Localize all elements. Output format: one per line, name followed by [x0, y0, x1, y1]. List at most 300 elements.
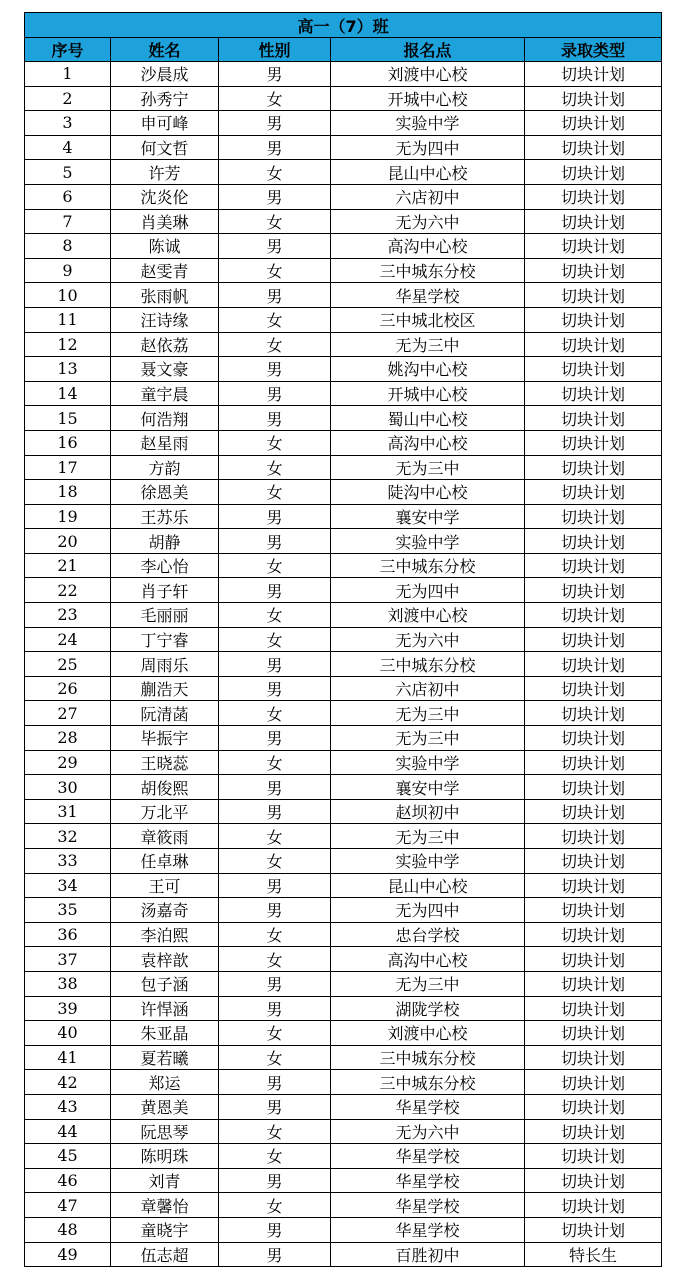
cell-registration-site: 无为六中: [331, 627, 525, 652]
cell-admission-type: 切块计划: [525, 873, 662, 898]
cell-gender: 女: [219, 947, 331, 972]
cell-gender: 男: [219, 775, 331, 800]
cell-registration-site: 华星学校: [331, 1193, 525, 1218]
cell-name: 何文哲: [111, 135, 219, 160]
cell-serial-number: 1: [25, 62, 111, 87]
cell-gender: 男: [219, 184, 331, 209]
cell-name: 王苏乐: [111, 504, 219, 529]
cell-gender: 男: [219, 111, 331, 136]
cell-serial-number: 10: [25, 283, 111, 308]
cell-gender: 女: [219, 553, 331, 578]
cell-serial-number: 12: [25, 332, 111, 357]
table-row: [25, 898, 662, 923]
cell-serial-number: 43: [25, 1094, 111, 1119]
cell-serial-number: 44: [25, 1119, 111, 1144]
cell-gender: 女: [219, 430, 331, 455]
cell-name: 赵星雨: [111, 430, 219, 455]
cell-registration-site: 昆山中心校: [331, 160, 525, 185]
table-row: [25, 135, 662, 160]
cell-registration-site: 无为三中: [331, 971, 525, 996]
cell-admission-type: 切块计划: [525, 111, 662, 136]
cell-serial-number: 17: [25, 455, 111, 480]
cell-registration-site: 华星学校: [331, 1217, 525, 1242]
table-row: [25, 184, 662, 209]
cell-name: 王可: [111, 873, 219, 898]
cell-name: 陈明珠: [111, 1144, 219, 1169]
cell-admission-type: 切块计划: [525, 529, 662, 554]
cell-name: 任卓琳: [111, 849, 219, 874]
cell-admission-type: 切块计划: [525, 1119, 662, 1144]
cell-name: 周雨乐: [111, 652, 219, 677]
cell-serial-number: 16: [25, 430, 111, 455]
cell-admission-type: 切块计划: [525, 160, 662, 185]
cell-name: 何浩翔: [111, 406, 219, 431]
cell-registration-site: 刘渡中心校: [331, 62, 525, 87]
cell-gender: 女: [219, 922, 331, 947]
cell-name: 方韵: [111, 455, 219, 480]
cell-name: 赵依荔: [111, 332, 219, 357]
cell-admission-type: 切块计划: [525, 1168, 662, 1193]
cell-gender: 男: [219, 381, 331, 406]
cell-admission-type: 切块计划: [525, 726, 662, 751]
cell-admission-type: 切块计划: [525, 62, 662, 87]
cell-registration-site: 无为四中: [331, 135, 525, 160]
table-row: [25, 1070, 662, 1095]
table-row: [25, 726, 662, 751]
cell-gender: 男: [219, 652, 331, 677]
table-body: [25, 62, 662, 1267]
cell-admission-type: 切块计划: [525, 971, 662, 996]
table-row: [25, 455, 662, 480]
cell-admission-type: 切块计划: [525, 922, 662, 947]
cell-serial-number: 6: [25, 184, 111, 209]
cell-name: 胡静: [111, 529, 219, 554]
table-row: [25, 209, 662, 234]
cell-serial-number: 46: [25, 1168, 111, 1193]
cell-name: 章筱雨: [111, 824, 219, 849]
cell-serial-number: 22: [25, 578, 111, 603]
cell-name: 聂文豪: [111, 357, 219, 382]
cell-admission-type: 切块计划: [525, 209, 662, 234]
cell-admission-type: 切块计划: [525, 1094, 662, 1119]
cell-registration-site: 无为六中: [331, 1119, 525, 1144]
table-row: [25, 258, 662, 283]
cell-gender: 男: [219, 529, 331, 554]
cell-admission-type: 切块计划: [525, 1217, 662, 1242]
cell-serial-number: 42: [25, 1070, 111, 1095]
table-row: [25, 1144, 662, 1169]
cell-admission-type: 切块计划: [525, 603, 662, 628]
cell-registration-site: 无为四中: [331, 898, 525, 923]
table-row: [25, 1094, 662, 1119]
cell-registration-site: 姚沟中心校: [331, 357, 525, 382]
cell-registration-site: 无为三中: [331, 824, 525, 849]
cell-name: 伍志超: [111, 1242, 219, 1267]
cell-name: 黄恩美: [111, 1094, 219, 1119]
cell-registration-site: 陡沟中心校: [331, 480, 525, 505]
table-row: [25, 578, 662, 603]
table-row: [25, 1217, 662, 1242]
cell-gender: 女: [219, 1193, 331, 1218]
cell-name: 汤嘉奇: [111, 898, 219, 923]
cell-admission-type: 切块计划: [525, 258, 662, 283]
cell-name: 包子涵: [111, 971, 219, 996]
cell-name: 章馨怡: [111, 1193, 219, 1218]
cell-admission-type: 切块计划: [525, 1021, 662, 1046]
header-gender: 性别: [219, 38, 331, 62]
cell-name: 许悍涵: [111, 996, 219, 1021]
cell-admission-type: 切块计划: [525, 184, 662, 209]
cell-admission-type: 切块计划: [525, 849, 662, 874]
cell-registration-site: 开城中心校: [331, 86, 525, 111]
cell-gender: 男: [219, 1242, 331, 1267]
cell-gender: 男: [219, 234, 331, 259]
cell-serial-number: 24: [25, 627, 111, 652]
roster-table: [24, 12, 662, 1267]
cell-name: 肖子轩: [111, 578, 219, 603]
class-roster-sheet: [24, 12, 661, 1267]
cell-name: 徐恩美: [111, 480, 219, 505]
cell-gender: 男: [219, 406, 331, 431]
cell-serial-number: 3: [25, 111, 111, 136]
cell-gender: 女: [219, 603, 331, 628]
cell-registration-site: 三中城北校区: [331, 307, 525, 332]
cell-serial-number: 38: [25, 971, 111, 996]
cell-admission-type: 切块计划: [525, 406, 662, 431]
table-title: 高一（7）班: [25, 13, 662, 38]
cell-serial-number: 9: [25, 258, 111, 283]
cell-gender: 女: [219, 627, 331, 652]
cell-name: 李泊熙: [111, 922, 219, 947]
cell-name: 沈炎伦: [111, 184, 219, 209]
cell-admission-type: 切块计划: [525, 234, 662, 259]
table-row: [25, 307, 662, 332]
cell-admission-type: 切块计划: [525, 898, 662, 923]
cell-admission-type: 切块计划: [525, 947, 662, 972]
table-row: [25, 62, 662, 87]
table-row: [25, 381, 662, 406]
cell-serial-number: 30: [25, 775, 111, 800]
cell-gender: 男: [219, 676, 331, 701]
header-name: 姓名: [111, 38, 219, 62]
table-row: [25, 480, 662, 505]
cell-serial-number: 35: [25, 898, 111, 923]
cell-name: 毛丽丽: [111, 603, 219, 628]
cell-serial-number: 13: [25, 357, 111, 382]
table-row: [25, 111, 662, 136]
cell-serial-number: 41: [25, 1045, 111, 1070]
cell-gender: 男: [219, 504, 331, 529]
cell-gender: 男: [219, 1070, 331, 1095]
table-row: [25, 799, 662, 824]
cell-serial-number: 39: [25, 996, 111, 1021]
cell-admission-type: 切块计划: [525, 455, 662, 480]
cell-gender: 女: [219, 1119, 331, 1144]
header-registration-site: 报名点: [331, 38, 525, 62]
cell-name: 郑运: [111, 1070, 219, 1095]
cell-admission-type: 切块计划: [525, 332, 662, 357]
cell-admission-type: 切块计划: [525, 135, 662, 160]
cell-serial-number: 20: [25, 529, 111, 554]
cell-admission-type: 切块计划: [525, 652, 662, 677]
cell-gender: 女: [219, 480, 331, 505]
cell-registration-site: 实验中学: [331, 111, 525, 136]
cell-serial-number: 21: [25, 553, 111, 578]
cell-admission-type: 切块计划: [525, 1045, 662, 1070]
cell-registration-site: 六店初中: [331, 184, 525, 209]
cell-registration-site: 实验中学: [331, 750, 525, 775]
cell-registration-site: 湖陇学校: [331, 996, 525, 1021]
cell-serial-number: 47: [25, 1193, 111, 1218]
cell-name: 陈诚: [111, 234, 219, 259]
cell-gender: 男: [219, 726, 331, 751]
table-row: [25, 504, 662, 529]
cell-admission-type: 切块计划: [525, 283, 662, 308]
cell-serial-number: 37: [25, 947, 111, 972]
cell-admission-type: 切块计划: [525, 504, 662, 529]
cell-gender: 女: [219, 750, 331, 775]
cell-admission-type: 切块计划: [525, 480, 662, 505]
cell-admission-type: 切块计划: [525, 357, 662, 382]
cell-gender: 男: [219, 971, 331, 996]
cell-serial-number: 5: [25, 160, 111, 185]
cell-serial-number: 34: [25, 873, 111, 898]
table-row: [25, 529, 662, 554]
table-row: [25, 652, 662, 677]
cell-registration-site: 刘渡中心校: [331, 1021, 525, 1046]
cell-registration-site: 百胜初中: [331, 1242, 525, 1267]
cell-admission-type: 切块计划: [525, 430, 662, 455]
table-row: [25, 357, 662, 382]
cell-admission-type: 切块计划: [525, 775, 662, 800]
cell-gender: 女: [219, 258, 331, 283]
table-row: [25, 996, 662, 1021]
cell-registration-site: 华星学校: [331, 283, 525, 308]
cell-name: 万北平: [111, 799, 219, 824]
cell-registration-site: 襄安中学: [331, 775, 525, 800]
cell-serial-number: 48: [25, 1217, 111, 1242]
cell-serial-number: 33: [25, 849, 111, 874]
cell-name: 胡俊熙: [111, 775, 219, 800]
table-row: [25, 971, 662, 996]
cell-registration-site: 开城中心校: [331, 381, 525, 406]
cell-name: 袁梓歆: [111, 947, 219, 972]
table-row: [25, 775, 662, 800]
cell-gender: 女: [219, 86, 331, 111]
cell-registration-site: 三中城东分校: [331, 553, 525, 578]
table-row: [25, 873, 662, 898]
table-row: [25, 553, 662, 578]
cell-gender: 男: [219, 873, 331, 898]
cell-name: 毕振宇: [111, 726, 219, 751]
table-row: [25, 1242, 662, 1267]
cell-name: 阮思琴: [111, 1119, 219, 1144]
cell-admission-type: 切块计划: [525, 578, 662, 603]
table-row: [25, 849, 662, 874]
table-row: [25, 406, 662, 431]
cell-registration-site: 实验中学: [331, 849, 525, 874]
cell-registration-site: 刘渡中心校: [331, 603, 525, 628]
cell-registration-site: 高沟中心校: [331, 947, 525, 972]
cell-serial-number: 49: [25, 1242, 111, 1267]
table-row: [25, 1193, 662, 1218]
header-serial-number: 序号: [25, 38, 111, 62]
table-row: [25, 86, 662, 111]
cell-serial-number: 8: [25, 234, 111, 259]
cell-serial-number: 40: [25, 1021, 111, 1046]
cell-admission-type: 切块计划: [525, 86, 662, 111]
cell-serial-number: 29: [25, 750, 111, 775]
cell-serial-number: 26: [25, 676, 111, 701]
cell-gender: 女: [219, 307, 331, 332]
table-row: [25, 234, 662, 259]
cell-registration-site: 昆山中心校: [331, 873, 525, 898]
cell-registration-site: 三中城东分校: [331, 652, 525, 677]
cell-serial-number: 28: [25, 726, 111, 751]
cell-name: 阮清菡: [111, 701, 219, 726]
cell-serial-number: 27: [25, 701, 111, 726]
cell-registration-site: 无为三中: [331, 332, 525, 357]
cell-name: 童宇晨: [111, 381, 219, 406]
cell-registration-site: 蜀山中心校: [331, 406, 525, 431]
cell-gender: 男: [219, 578, 331, 603]
cell-name: 蒯浩天: [111, 676, 219, 701]
cell-serial-number: 31: [25, 799, 111, 824]
cell-gender: 男: [219, 799, 331, 824]
cell-serial-number: 14: [25, 381, 111, 406]
cell-registration-site: 实验中学: [331, 529, 525, 554]
header-admission-type: 录取类型: [525, 38, 662, 62]
table-row: [25, 947, 662, 972]
cell-name: 张雨帆: [111, 283, 219, 308]
cell-gender: 男: [219, 135, 331, 160]
cell-gender: 男: [219, 357, 331, 382]
cell-name: 沙晨成: [111, 62, 219, 87]
cell-serial-number: 25: [25, 652, 111, 677]
cell-name: 申可峰: [111, 111, 219, 136]
cell-serial-number: 2: [25, 86, 111, 111]
cell-gender: 男: [219, 898, 331, 923]
cell-registration-site: 华星学校: [331, 1144, 525, 1169]
table-row: [25, 603, 662, 628]
cell-name: 肖美琳: [111, 209, 219, 234]
cell-serial-number: 36: [25, 922, 111, 947]
cell-serial-number: 11: [25, 307, 111, 332]
cell-registration-site: 襄安中学: [331, 504, 525, 529]
cell-gender: 女: [219, 1021, 331, 1046]
cell-name: 孙秀宁: [111, 86, 219, 111]
cell-registration-site: 无为三中: [331, 726, 525, 751]
cell-serial-number: 18: [25, 480, 111, 505]
table-row: [25, 1119, 662, 1144]
cell-gender: 女: [219, 160, 331, 185]
cell-admission-type: 切块计划: [525, 627, 662, 652]
cell-admission-type: 切块计划: [525, 750, 662, 775]
cell-serial-number: 45: [25, 1144, 111, 1169]
cell-registration-site: 无为三中: [331, 455, 525, 480]
cell-admission-type: 切块计划: [525, 799, 662, 824]
cell-registration-site: 无为六中: [331, 209, 525, 234]
cell-gender: 女: [219, 455, 331, 480]
cell-name: 丁宁睿: [111, 627, 219, 652]
table-row: [25, 750, 662, 775]
cell-registration-site: 三中城东分校: [331, 258, 525, 283]
table-header-row: [25, 38, 662, 62]
cell-admission-type: 切块计划: [525, 676, 662, 701]
cell-admission-type: 切块计划: [525, 1193, 662, 1218]
table-row: [25, 430, 662, 455]
table-row: [25, 627, 662, 652]
cell-name: 汪诗缘: [111, 307, 219, 332]
cell-gender: 女: [219, 1045, 331, 1070]
cell-registration-site: 无为三中: [331, 701, 525, 726]
cell-registration-site: 高沟中心校: [331, 234, 525, 259]
cell-registration-site: 赵坝初中: [331, 799, 525, 824]
cell-admission-type: 切块计划: [525, 307, 662, 332]
cell-gender: 男: [219, 1217, 331, 1242]
cell-registration-site: 忠台学校: [331, 922, 525, 947]
table-row: [25, 1045, 662, 1070]
table-row: [25, 160, 662, 185]
cell-registration-site: 六店初中: [331, 676, 525, 701]
cell-admission-type: 切块计划: [525, 1144, 662, 1169]
cell-gender: 女: [219, 1144, 331, 1169]
cell-gender: 男: [219, 1094, 331, 1119]
table-row: [25, 283, 662, 308]
cell-admission-type: 切块计划: [525, 381, 662, 406]
cell-serial-number: 15: [25, 406, 111, 431]
cell-admission-type: 切块计划: [525, 701, 662, 726]
cell-serial-number: 7: [25, 209, 111, 234]
cell-registration-site: 高沟中心校: [331, 430, 525, 455]
cell-name: 夏若曦: [111, 1045, 219, 1070]
cell-name: 赵雯青: [111, 258, 219, 283]
table-row: [25, 1168, 662, 1193]
table-row: [25, 922, 662, 947]
cell-gender: 男: [219, 283, 331, 308]
cell-admission-type: 特长生: [525, 1242, 662, 1267]
cell-registration-site: 三中城东分校: [331, 1045, 525, 1070]
cell-name: 王晓蕊: [111, 750, 219, 775]
cell-registration-site: 华星学校: [331, 1168, 525, 1193]
table-title-row: [25, 13, 662, 38]
table-row: [25, 676, 662, 701]
cell-admission-type: 切块计划: [525, 1070, 662, 1095]
cell-gender: 女: [219, 209, 331, 234]
cell-gender: 男: [219, 62, 331, 87]
cell-gender: 男: [219, 996, 331, 1021]
cell-serial-number: 32: [25, 824, 111, 849]
cell-gender: 男: [219, 1168, 331, 1193]
table-row: [25, 332, 662, 357]
cell-name: 李心怡: [111, 553, 219, 578]
cell-name: 刘青: [111, 1168, 219, 1193]
cell-gender: 女: [219, 824, 331, 849]
table-row: [25, 1021, 662, 1046]
cell-name: 朱亚晶: [111, 1021, 219, 1046]
cell-name: 童晓宇: [111, 1217, 219, 1242]
cell-registration-site: 无为四中: [331, 578, 525, 603]
table-row: [25, 701, 662, 726]
cell-serial-number: 19: [25, 504, 111, 529]
cell-registration-site: 华星学校: [331, 1094, 525, 1119]
cell-gender: 女: [219, 332, 331, 357]
cell-gender: 女: [219, 849, 331, 874]
cell-admission-type: 切块计划: [525, 824, 662, 849]
table-row: [25, 824, 662, 849]
cell-admission-type: 切块计划: [525, 996, 662, 1021]
cell-serial-number: 23: [25, 603, 111, 628]
